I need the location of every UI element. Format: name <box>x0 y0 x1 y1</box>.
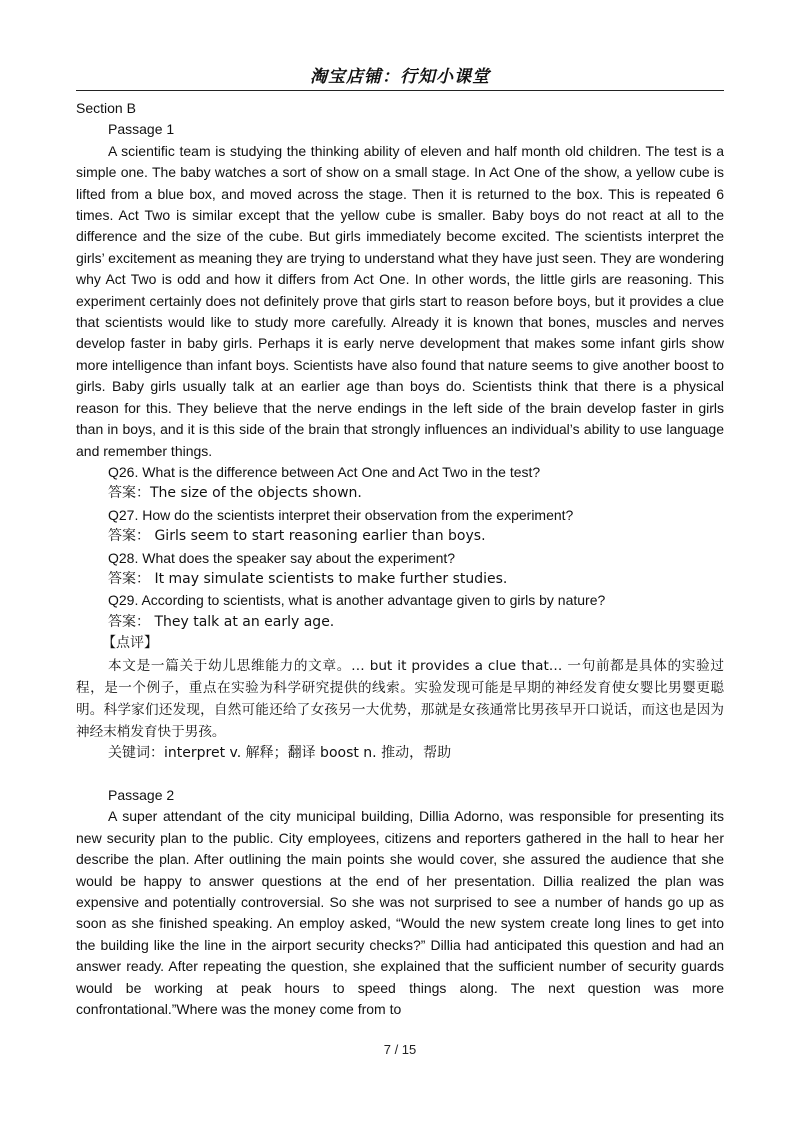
header-divider <box>76 90 724 91</box>
answer-29: 答案： They talk at an early age. <box>108 613 335 630</box>
keywords: 关键词：interpret v. 解释；翻译 boost n. 推动，帮助 <box>108 744 452 761</box>
answer-26: 答案：The size of the objects shown. <box>108 485 362 502</box>
passage2-title: Passage 2 <box>108 786 175 803</box>
passage2-body: A super attendant of the city municipal building, Dillia Adorno, was responsible for presenting its new security plan to the public. City employees, citizens and reporters gathered in the hall to hear her describe the plan. After outlining the main points she would cover, she assured the audience that she would be happy to answer questions at the end of her presentation. Dillia realized the plan was expensive and potentially controversial. So she was not surprised to see a number of hands go up as soon as she finished speaking. An employ asked, “Would the new system create long lines to get into the building like the line in the airport security checks?” Dillia had anticipated this question and had an answer ready. After repeating the question, she explained that the sufficient number of security guards would be working at peak hours to speed things along. The next question was more confrontational.”Where was the money come from to <box>76 808 724 1018</box>
question-29: Q29. According to scientists, what is another advantage given to girls by nature? <box>108 592 606 609</box>
comment-body: 本文是一篇关于幼儿思维能力的文章。… but it provides a clue that… 一句前都是具体的实验过程，是一个例子，重点在实验为科学研究提供的线索。实验发现可能是早期的神经发育使女婴比男婴更聪明。科学家们还发现，自然可能还给了女孩另一大优势，那就是女孩通常比男孩早开口说话，而这也是因为神经末梢发育快于男孩。 <box>76 657 724 740</box>
passage1-questions <box>76 462 724 633</box>
document-body <box>76 98 724 1020</box>
answer-28: 答案： It may simulate scientists to make further studies. <box>108 570 508 587</box>
passage-gap <box>76 764 724 785</box>
question-27: Q27. How do the scientists interpret their observation from the experiment? <box>108 506 574 523</box>
answer-27: 答案： Girls seem to start reasoning earlier than boys. <box>108 528 486 545</box>
section-title: Section B <box>76 100 136 116</box>
comment-heading: 【点评】 <box>102 635 158 652</box>
passage1-title: Passage 1 <box>108 121 175 138</box>
header-title: 淘宝店铺：行知小课堂 <box>310 67 490 87</box>
question-28: Q28. What does the speaker say about the experiment? <box>108 549 456 566</box>
question-26: Q26. What is the difference between Act One and Act Two in the test? <box>108 463 541 480</box>
passage1-body: A scientific team is studying the thinking ability of eleven and half month old children. The test is a simple one. The baby watches a sort of show on a small stage. In Act One of the show, a yellow cube is lifted from a blue box, and moved across the stage. Then it is returned to the box. This is repeated 6 times. Act Two is similar except that the yellow cube is smaller. Baby boys do not react at all to the difference and the size of the cube. But girls immediately become excited. The scientists interpret the girls’ excitement as meaning they are trying to understand what they have just seen. They are wondering why Act Two is odd and how it differs from Act One. In other words, the little girls are reasoning. This experiment certainly does not definitely prove that girls start to reason before boys, but it provides a clue that scientists would like to study more carefully. Already it is known that bones, muscles and nerves develop faster in baby girls. Perhaps it is early nerve development that makes some infant girls show more intelligence than infant boys. Scientists have also found that nature seems to give another boost to girls. Baby girls usually talk at an earlier age than boys do. Scientists think that there is a physical reason for this. They believe that the nerve endings in the left side of the brain develop faster in girls than in boys, and it is this side of the brain that strongly influences an individual’s ability to use language and remember things. <box>76 142 724 459</box>
page-number: 7 / 15 <box>383 1042 417 1057</box>
